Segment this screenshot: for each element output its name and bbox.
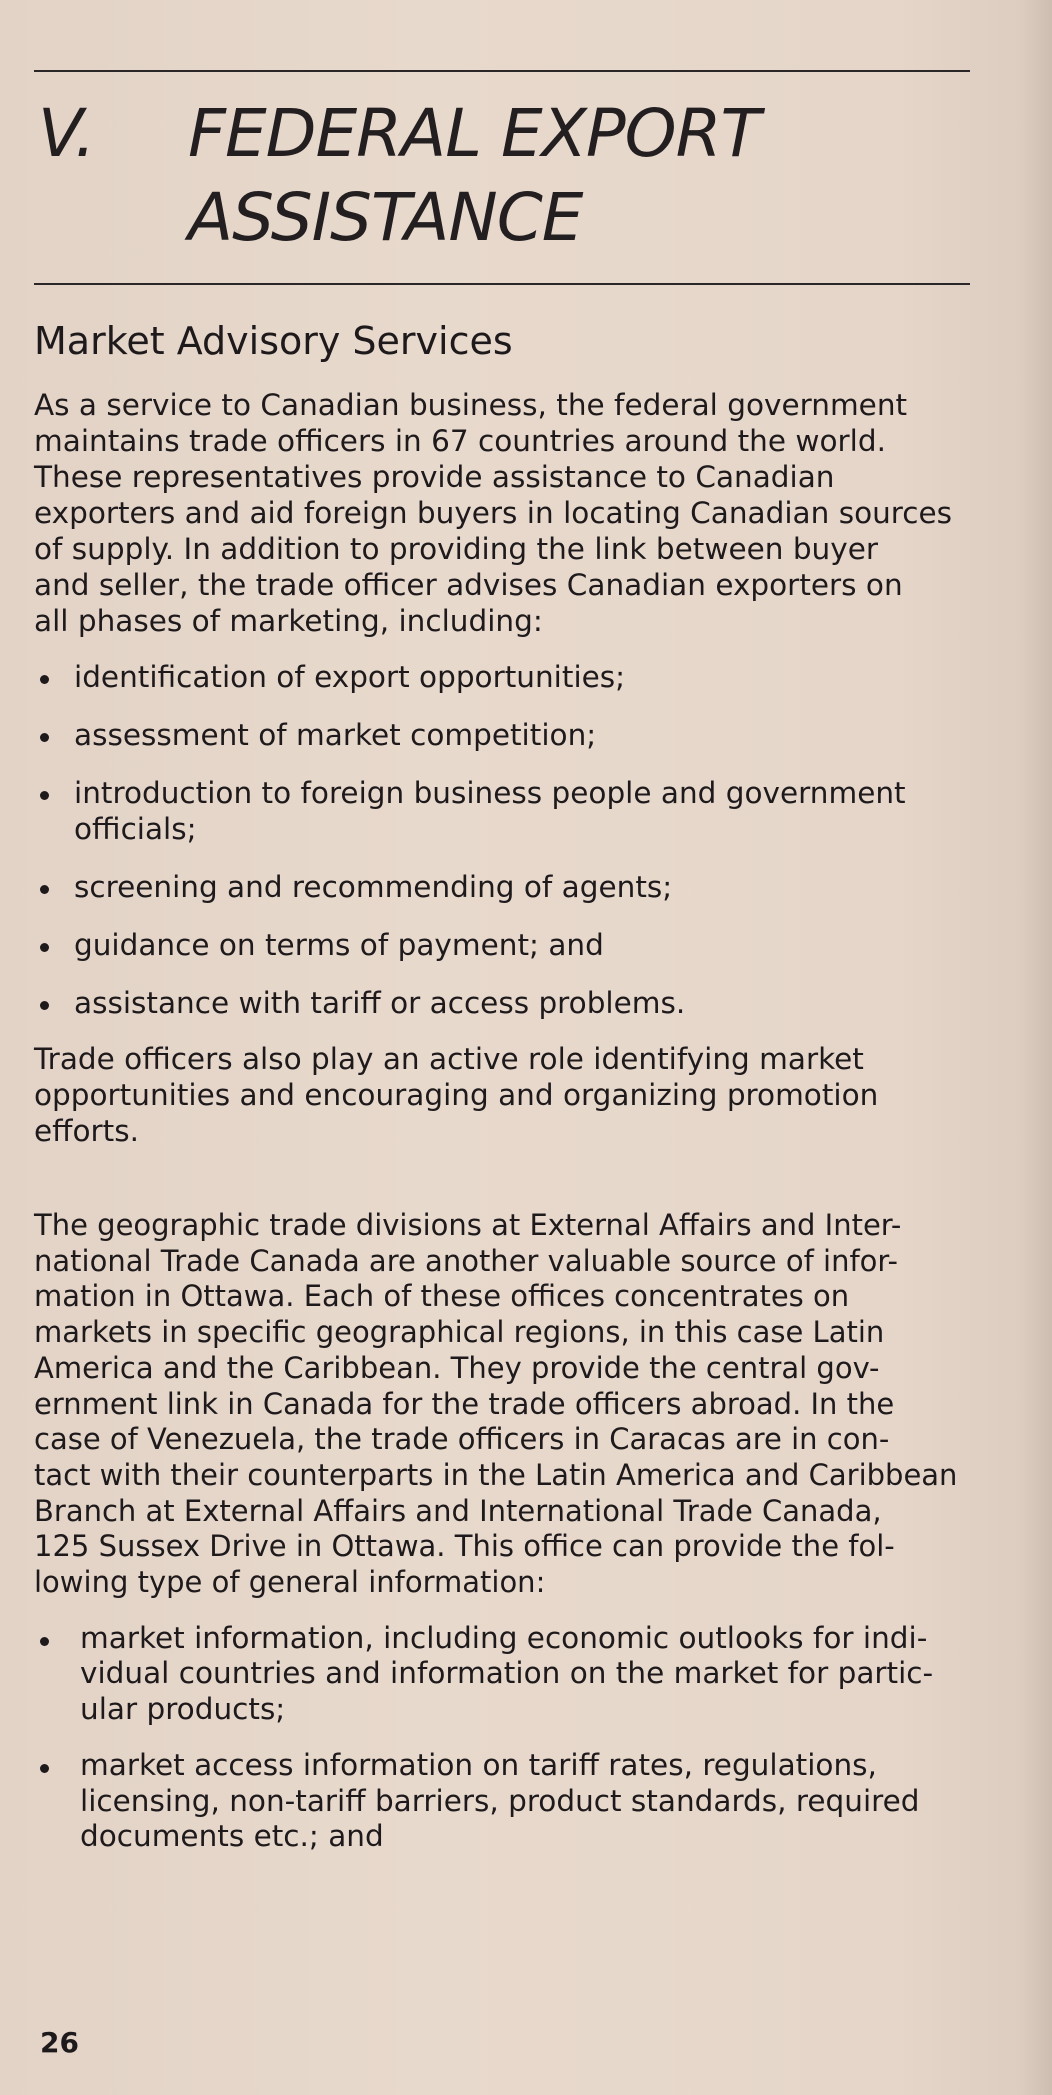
general-information-list (34, 1621, 974, 1855)
bullet-icon (40, 885, 49, 894)
text-line: and seller, the trade officer advises Canadian exporters on (34, 568, 903, 602)
list-item-text: market access information on tariff rates, regulations, (80, 1747, 877, 1782)
chapter-title-line-1: FEDERAL EXPORT (188, 95, 760, 172)
text-line: The geographic trade divisions at External Affairs and Inter- (34, 1208, 902, 1242)
list-item-text: ular products; (80, 1692, 286, 1727)
promotion-paragraph (34, 1041, 974, 1149)
list-item-text: assistance with tariff or access problems. (74, 986, 686, 1020)
section-title: Market Advisory Services (34, 319, 513, 363)
list-item-text: market information, including economic outlooks for indi- (80, 1620, 928, 1655)
list-item (34, 1621, 974, 1728)
list-item-text: identification of export opportunities; (74, 660, 626, 694)
list-item (34, 1748, 974, 1855)
bullet-icon (40, 1001, 49, 1010)
top-rule (34, 70, 970, 72)
body-text (34, 387, 974, 1149)
list-item (34, 869, 974, 905)
list-item-text: assessment of market competition; (74, 718, 597, 752)
list-item-text: screening and recommending of agents; (74, 870, 673, 904)
text-line: As a service to Canadian business, the federal government (34, 388, 908, 422)
bullet-icon (40, 791, 49, 800)
list-item (34, 985, 974, 1021)
divisions-section (34, 1208, 974, 1855)
list-item-text: documents etc.; and (80, 1819, 384, 1854)
text-line: efforts. (34, 1114, 139, 1148)
intro-paragraph (34, 387, 974, 639)
text-line: case of Venezuela, the trade officers in Caracas are in con- (34, 1422, 890, 1457)
list-item (34, 717, 974, 753)
list-item-text: introduction to foreign business people and government (74, 776, 906, 810)
text-line: exporters and aid foreign buyers in locating Canadian sources (34, 496, 953, 530)
chapter-title-line-2: ASSISTANCE (188, 179, 583, 256)
page-number: 26 (40, 2026, 79, 2059)
list-item (34, 775, 974, 847)
text-line: ernment link in Canada for the trade officers abroad. In the (34, 1386, 895, 1421)
text-line: of supply. In addition to providing the link between buyer (34, 532, 878, 566)
chapter-numeral: V. (38, 95, 95, 172)
text-line: national Trade Canada are another valuable source of infor- (34, 1243, 898, 1278)
bullet-icon (40, 943, 49, 952)
text-line: Branch at External Affairs and International Trade Canada, (34, 1493, 882, 1528)
text-line: America and the Caribbean. They provide the central gov- (34, 1350, 880, 1385)
text-line: all phases of marketing, including: (34, 604, 543, 638)
chapter-heading (38, 92, 760, 260)
text-line: mation in Ottawa. Each of these offices concentrates on (34, 1279, 850, 1314)
list-item-text: vidual countries and information on the market for partic- (80, 1656, 934, 1691)
list-item-text: guidance on terms of payment; and (74, 928, 604, 962)
divisions-paragraph (34, 1208, 974, 1601)
text-line: lowing type of general information: (34, 1565, 546, 1600)
text-line: tact with their counterparts in the Latin America and Caribbean (34, 1457, 958, 1492)
text-line: These representatives provide assistance to Canadian (34, 460, 835, 494)
list-item (34, 927, 974, 963)
list-item-text: licensing, non-tariff barriers, product standards, required (80, 1783, 920, 1818)
bottom-rule (34, 283, 970, 285)
bullet-icon (40, 1764, 49, 1773)
text-line: maintains trade officers in 67 countries around the world. (34, 424, 886, 458)
text-line: markets in specific geographical regions, in this case Latin (34, 1315, 885, 1350)
bullet-icon (40, 733, 49, 742)
marketing-phases-list (34, 659, 974, 1021)
text-line: opportunities and encouraging and organizing promotion (34, 1078, 879, 1112)
bullet-icon (40, 1637, 49, 1646)
list-item-text: officials; (74, 812, 197, 846)
bullet-icon (40, 675, 49, 684)
list-item (34, 659, 974, 695)
text-line: 125 Sussex Drive in Ottawa. This office can provide the fol- (34, 1529, 895, 1564)
text-line: Trade officers also play an active role identifying market (34, 1042, 864, 1076)
